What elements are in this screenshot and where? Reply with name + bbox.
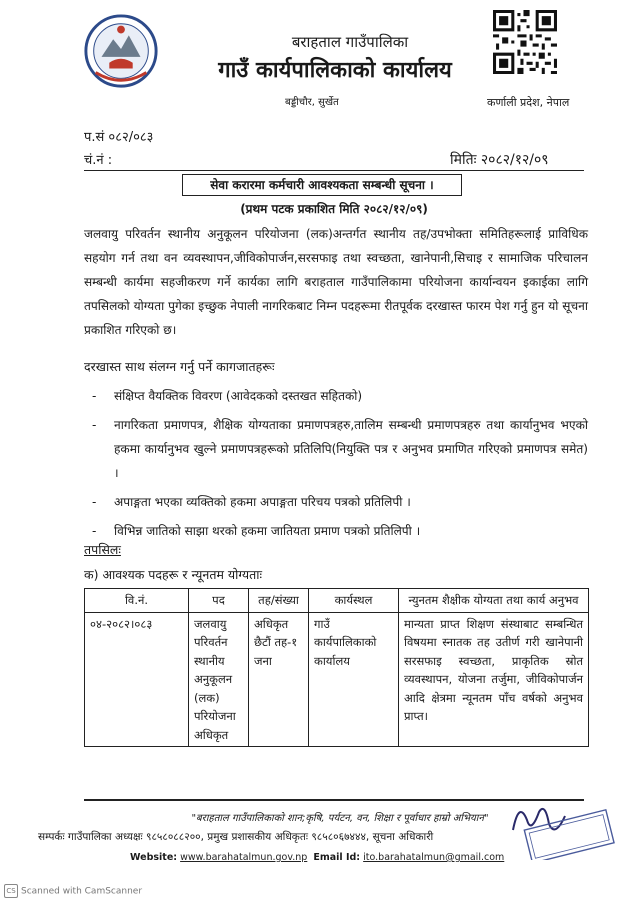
- email-label: Email Id:: [313, 852, 361, 863]
- list-item: [84, 384, 588, 408]
- documents-list: [84, 384, 588, 548]
- notice-date: मितिः २०८२/१२/०९: [450, 152, 549, 168]
- cell-location: गाउँ कार्यपालिकाको कार्यालय: [309, 612, 399, 747]
- scanner-text: Scanned with CamScanner: [21, 886, 143, 897]
- column-header: न्युनतम शैक्षीक योग्यता तथा कार्य अनुभव: [399, 589, 589, 613]
- footer-contact: सम्पर्कः गाउँपालिका अध्यक्षः ९८५८०८८२००, प्रमुख प्रशासकीय अधिकृतः ९८५८०६७४४४, सूचना अधिकारी: [38, 831, 434, 843]
- notice-body: जलवायु परिवर्तन स्थानीय अनुकूलन परियोजना (लक)अन्तर्गत स्थानीय तह/उपभोक्ता समितिहरूलाई प्राविधिक सहयोग गर्न तथा वन व्यवस्थापन,जीविकोपार्जन,सरसफाइ तथा स्वच्छता, खानेपानी,सिचाइ र सामाजिक परिचालन सम्बन्धी कार्यमा सहजीकरण गर्ने कार्यका लागि बराहताल गाउँपालिकामा परियोजना कार्यान्वयन इकाईका लागि तपसिलको योग्यता पुगेका इच्छुक नेपाली नागरिकबाट निम्न पदहरूमा रीतपूर्वक दरखास्त फारम पेश गर्नु हुन यो सूचना प्रकाशित गरिएको छ।: [84, 227, 588, 337]
- website-label: Website:: [130, 852, 178, 863]
- column-header: तह/संख्या: [249, 589, 309, 613]
- province-name: कर्णाली प्रदेश, नेपाल: [487, 96, 570, 109]
- email-link[interactable]: ito.barahatalmun@gmail.com: [363, 852, 505, 863]
- column-header: कार्यस्थल: [309, 589, 399, 613]
- nepal-government-emblem-icon: [82, 12, 160, 90]
- document-item-text: नागरिकता प्रमाणपत्र, शैक्षिक योग्यताका प्रमाणपत्रहरु,तालिम सम्बन्धी प्रमाणपत्रहरु तथा कार्यानुभव भएको हकमा कार्यानुभव खुल्ने प्रमाणपत्रहरूको प्रतिलिपि(नियुक्ति पत्र र अनुभव प्रमाणित गरिएको प्रमाणपत्र समेत) ।: [114, 418, 588, 480]
- published-date: (प्रथम पटक प्रकाशित मिति २०८२/१२/०९): [240, 202, 428, 216]
- posts-table: [84, 588, 589, 747]
- footer-slogan: "बराहताल गाउँपालिकाको शान;कृषि, पर्यटन, वन, शिक्षा र पूर्वाधार हाम्रो अभियान": [191, 813, 489, 824]
- document-item-text: संक्षिप्त वैयक्तिक विवरण (आवेदकको दस्तखत सहितको): [114, 389, 363, 403]
- document-item-text: विभिन्न जातिको साझा थरको हकमा जातियता प्रमाण पत्रको प्रतिलिपी ।: [114, 524, 421, 538]
- footer-web: [130, 852, 570, 863]
- column-header: पद: [189, 589, 249, 613]
- table-header-row: [85, 589, 589, 613]
- bullet-dash: -: [92, 495, 97, 509]
- municipality-name: बराहताल गाउँपालिका: [291, 33, 409, 51]
- list-item: [84, 413, 588, 485]
- qr-code-icon: [493, 10, 557, 74]
- posts-table-title: क) आवश्यक पदहरू र न्यूनतम योग्यताः: [84, 567, 263, 582]
- cell-number: ०४-२०८२।०८३: [85, 612, 189, 747]
- cell-level: अधिकृत छैटौं तह-१ जना: [249, 612, 309, 747]
- list-item: [84, 490, 588, 514]
- bullet-dash: -: [92, 389, 97, 403]
- cell-post: जलवायु परिवर्तन स्थानीय अनुकूलन (लक) परियोजना अधिकृत: [189, 612, 249, 747]
- dispatch-number: चं.नं :: [84, 153, 113, 168]
- reference-number: प.सं ०८२/०८३: [84, 130, 154, 145]
- bullet-dash: -: [92, 524, 97, 538]
- website-link[interactable]: www.barahatalmun.gov.np: [180, 852, 308, 863]
- documents-title: दरखास्त साथ संलग्न गर्नु पर्ने कागजातहरूः: [84, 359, 275, 374]
- camscanner-icon: CS: [4, 884, 18, 898]
- cell-qualification: मान्यता प्राप्त शिक्षण संस्थाबाट सम्बन्धित विषयमा स्नातक तह उतीर्ण गरी खानेपानी सरसफाइ स्वच्छता, प्राकृतिक स्रोत व्यवस्थापन, योजना तर्जुमा, जीविकोपार्जन आदि क्षेत्रमा न्यूनतम पाँच वर्षको अनुभव प्राप्त।: [399, 612, 589, 747]
- table-row: [85, 612, 589, 747]
- office-name: गाउँ कार्यपालिकाको कार्यालय: [218, 58, 452, 83]
- header-rule: [84, 170, 584, 171]
- notice-subject: सेवा करारमा कर्मचारी आवश्यकता सम्बन्धी सूचना ।: [182, 174, 462, 196]
- details-heading: तपसिलः: [84, 542, 121, 557]
- office-address: बड्डीचौर, सुर्खेत: [285, 97, 339, 108]
- column-header: वि.नं.: [85, 589, 189, 613]
- document-item-text: अपाङ्गता भएका व्यक्तिको हकमा अपाङ्गता परिचय पत्रको प्रतिलिपी ।: [114, 495, 411, 509]
- officer-signature-stamp-icon: [505, 790, 615, 860]
- bullet-dash: -: [92, 418, 97, 432]
- list-item: [84, 519, 588, 543]
- scanner-watermark: [4, 884, 142, 898]
